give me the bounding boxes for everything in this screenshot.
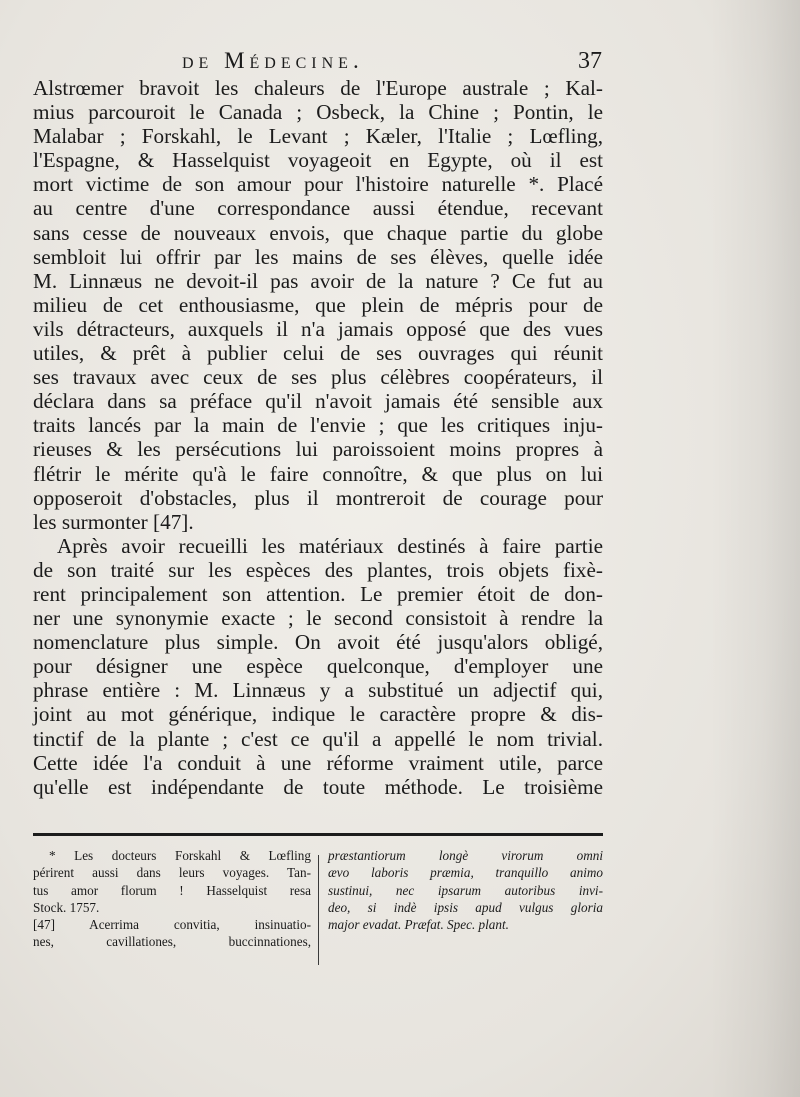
text-line: qu'elle est indépendante de toute méthode. Le troisième [33,774,603,799]
footnote-column-right [328,847,603,933]
footnote-line: deo, si indè ipsis apud vulgus gloria [328,899,603,915]
text-line: sans cesse de nouveaux envois, que chaque partie du globe [33,220,603,245]
footnote-column-left [33,847,311,951]
text-line: phrase entière : M. Linnæus y a substitué un adjectif qui, [33,678,603,703]
text-line: Après avoir recueilli les matériaux destinés à faire partie [57,533,603,558]
footnote-line: [47] Acerrima convitia, insinuatio- [33,917,311,933]
text-line: joint au mot générique, indique le caractère propre & dis- [33,702,603,727]
text-line: M. Linnæus ne devoit-il pas avoir de la nature ? Ce fut au [33,268,603,293]
text-line: traits lancés par la main de l'envie ; que les critiques inju- [33,413,603,438]
text-line: nomenclature plus simple. On avoit été jusqu'alors obligé, [33,630,603,655]
footnote-line: périrent aussi dans leurs voyages. Tan- [33,865,311,881]
text-line: utiles, & prêt à publier celui de ses ouvrages qui réunit [33,341,603,366]
text-line: l'Espagne, & Hasselquist voyageoit en Egypte, où il est [33,148,603,173]
text-line: ner une synonymie exacte ; le second consistoit à rendre la [33,606,603,631]
footnote-line: major evadat. Præfat. Spec. plant. [328,917,509,933]
running-title: de Médecine. [182,48,364,73]
text-line: de son traité sur les espèces des plantes, trois objets fixè- [33,557,603,582]
footnote-line: sustinui, nec ipsarum autoribus invi- [328,882,603,898]
text-line: opposeroit d'obstacles, plus il montreroit de courage pour [33,485,603,510]
footnote-line: nes, cavillationes, buccinnationes, [33,934,311,950]
text-line: milieu de cet enthousiasme, que plein de mépris pour de [33,292,603,317]
text-line: pour désigner une espèce quelconque, d'employer une [33,654,603,679]
footnote-line: Stock. 1757. [33,899,100,915]
text-line: au centre d'une correspondance aussi étendue, recevant [33,196,603,221]
text-line: mort victime de son amour pour l'histoire naturelle *. Placé [33,172,603,197]
text-line: Cette idée l'a conduit à une réforme vraiment utile, parce [33,750,603,775]
body-text [33,76,603,799]
page-shadow [710,0,800,1097]
text-line: flétrir le mérite qu'à le faire connoître, & que plus on lui [33,461,603,486]
text-line: Alstrœmer bravoit les chaleurs de l'Europe australe ; Kal- [33,76,603,100]
text-line: vils détracteurs, auxquels il n'a jamais opposé que des vues [33,316,603,341]
footnote-rule [33,833,603,836]
text-line: déclara dans sa préface qu'il n'avoit jamais été sensible aux [33,389,603,414]
footnote-line: * Les docteurs Forskahl & Lœfling [49,848,311,863]
text-line: Malabar ; Forskahl, le Levant ; Kæler, l'Italie ; Lœfling, [33,124,603,149]
page-number: 37 [578,48,602,74]
text-line: mius parcouroit le Canada ; Osbeck, la Chine ; Pontin, le [33,100,603,125]
text-line: les surmonter [47]. [33,509,194,534]
footnote-divider [318,855,319,965]
text-line: tinctif de la plante ; c'est ce qu'il a appellé le nom trivial. [33,726,603,751]
footnote-line: ævo laboris præmia, tranquillo animo [328,865,603,881]
text-line: sembloit lui offrir par les mains de ses élèves, quelle idée [33,244,603,269]
text-line: rieuses & les persécutions lui paroissoient moins propres à [33,437,603,462]
footnote-line: præstantiorum longè virorum omni [328,848,603,863]
text-line: ses travaux avec ceux de ses plus célèbres coopérateurs, il [33,365,603,390]
footnote-line: tus amor florum ! Hasselquist resa [33,882,311,898]
text-line: rent principalement son attention. Le premier étoit de don- [33,581,603,606]
